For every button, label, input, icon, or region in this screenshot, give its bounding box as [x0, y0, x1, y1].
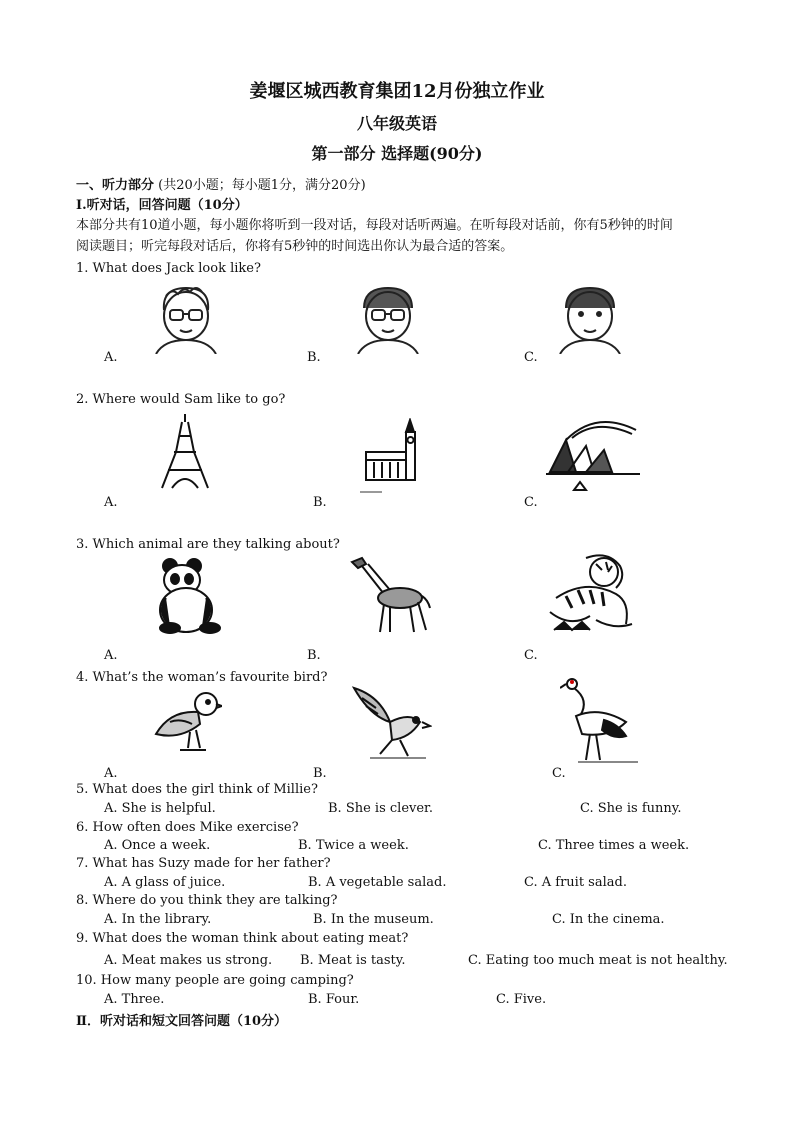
option-9b[interactable]: B. Meat is tasty.: [300, 953, 406, 968]
option-9a[interactable]: A. Meat makes us strong.: [104, 953, 273, 968]
option-8a[interactable]: A. In the library.: [104, 912, 212, 927]
question-2: 2. Where would Sam like to go?: [76, 392, 286, 407]
option-5a[interactable]: A. She is helpful.: [104, 801, 216, 816]
option-1c[interactable]: C.: [524, 350, 538, 365]
option-3a[interactable]: A.: [104, 648, 118, 663]
question-9: 9. What does the woman think about eating meat?: [76, 931, 409, 946]
option-6c[interactable]: C. Three times a week.: [538, 838, 690, 853]
instructions-line-2: 阅读题目；听完每段对话后，你将有5秒钟的时间选出你认为最合适的答案。: [76, 239, 514, 254]
giraffe-icon: [348, 552, 434, 634]
option-8c[interactable]: C. In the cinema.: [552, 912, 665, 927]
question-3: 3. Which animal are they talking about?: [76, 537, 340, 552]
option-4c[interactable]: C.: [552, 766, 566, 781]
sydney-opera-house-icon: [546, 410, 640, 496]
subsection-heading: Ⅰ.听对话，回答问题（10分）: [76, 198, 248, 213]
question-8: 8. Where do you think they are talking?: [76, 893, 338, 908]
section-heading-note: (共20小题；每小题1分，满分20分): [158, 178, 366, 193]
option-9c[interactable]: C. Eating too much meat is not healthy.: [468, 953, 728, 968]
question-4: 4. What’s the woman’s favourite bird?: [76, 670, 328, 685]
option-7c[interactable]: C. A fruit salad.: [524, 875, 627, 890]
big-ben-icon: [360, 418, 426, 494]
option-3b[interactable]: B.: [307, 648, 321, 663]
option-10c[interactable]: C. Five.: [496, 992, 547, 1007]
option-3c[interactable]: C.: [524, 648, 538, 663]
option-7a[interactable]: A. A glass of juice.: [104, 875, 226, 890]
option-6a[interactable]: A. Once a week.: [104, 838, 211, 853]
option-1a[interactable]: A.: [104, 350, 118, 365]
option-2c[interactable]: C.: [524, 495, 538, 510]
subsection-heading-2: Ⅱ．听对话和短文回答问题（10分）: [76, 1014, 288, 1029]
boy-glasses-icon: [146, 282, 226, 354]
option-2a[interactable]: A.: [104, 495, 118, 510]
eiffel-tower-icon: [148, 412, 222, 490]
option-4a[interactable]: A.: [104, 766, 118, 781]
page-title: 姜堰区城西教育集团12月份独立作业: [249, 81, 545, 102]
boy-glasses-curly-icon: [348, 282, 428, 354]
option-5c[interactable]: C. She is funny.: [580, 801, 682, 816]
option-10a[interactable]: A. Three.: [104, 992, 165, 1007]
option-8b[interactable]: B. In the museum.: [313, 912, 434, 927]
tiger-icon: [546, 550, 638, 640]
crane-icon: [560, 676, 640, 764]
section-heading: [76, 178, 366, 194]
question-10: 10. How many people are going camping?: [76, 973, 354, 988]
boy-plain-icon: [550, 282, 630, 354]
part-heading: 第一部分 选择题(90分): [311, 144, 483, 163]
page-subtitle: 八年级英语: [356, 114, 437, 133]
option-7b[interactable]: B. A vegetable salad.: [308, 875, 447, 890]
option-4b[interactable]: B.: [313, 766, 327, 781]
question-1: 1. What does Jack look like?: [76, 261, 261, 276]
eagle-icon: [350, 682, 432, 762]
question-7: 7. What has Suzy made for her father?: [76, 856, 331, 871]
panda-icon: [148, 558, 228, 634]
option-1b[interactable]: B.: [307, 350, 321, 365]
instructions-line-1: 本部分共有10道小题，每小题你将听到一段对话，每段对话听两遍。在听每段对话前，你有5秒钟的时间: [76, 218, 673, 233]
option-5b[interactable]: B. She is clever.: [328, 801, 433, 816]
section-heading-label: 一、听力部分: [76, 178, 155, 193]
sparrow-icon: [150, 688, 222, 754]
option-2b[interactable]: B.: [313, 495, 327, 510]
option-10b[interactable]: B. Four.: [308, 992, 360, 1007]
option-6b[interactable]: B. Twice a week.: [298, 838, 409, 853]
question-6: 6. How often does Mike exercise?: [76, 820, 299, 835]
question-5: 5. What does the girl think of Millie?: [76, 782, 318, 797]
